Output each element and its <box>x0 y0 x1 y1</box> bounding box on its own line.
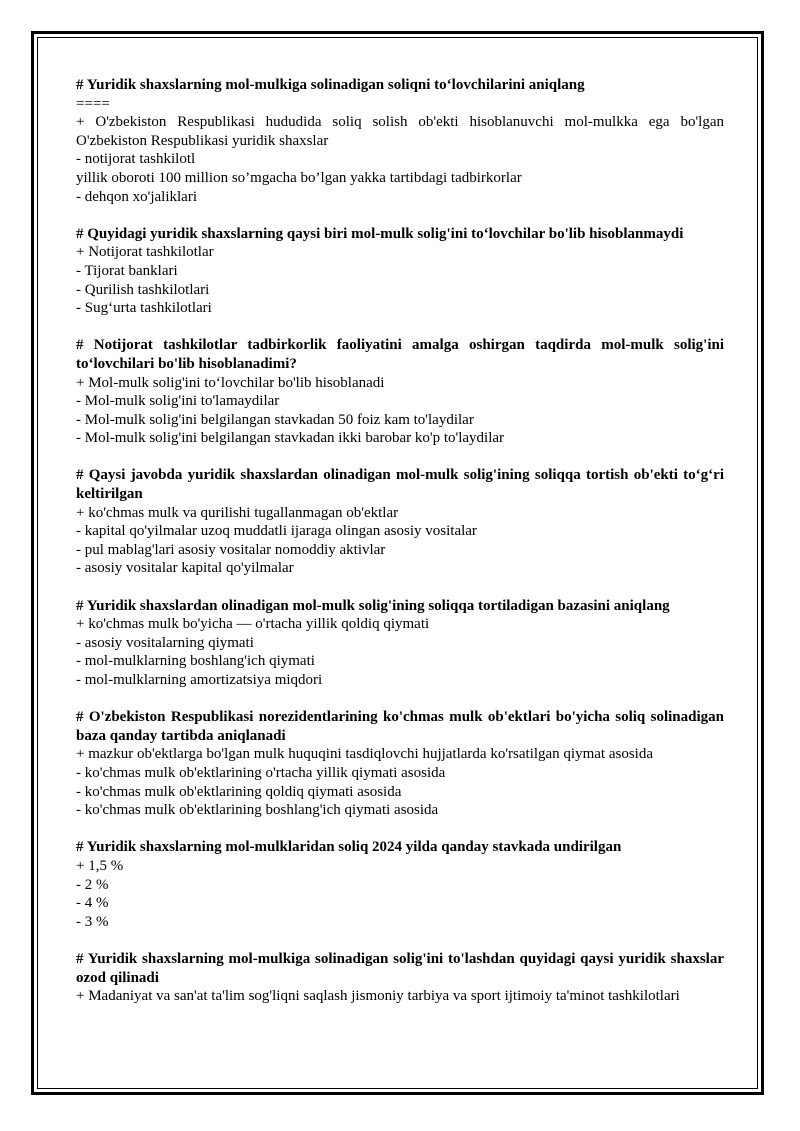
answer-option: + Mol-mulk solig'ini to‘lovchilar bo'lib hisoblanadi <box>76 374 385 391</box>
answer-option: - notijorat tashkilotl <box>76 151 196 168</box>
answer-option: - 2 % <box>76 876 109 893</box>
answer-option: + ko'chmas mulk va qurilishi tugallanmagan ob'ektlar <box>76 504 399 521</box>
question-text: # Yuridik shaxslarning mol-mulkiga solinadigan soliqni to‘lovchilarini aniqlang <box>76 77 585 93</box>
answer-option: - ko'chmas mulk ob'ektlarining boshlang'ich qiymati asosida <box>76 802 439 819</box>
answer-option: - pul mablag'lari asosiy vositalar nomoddiy aktivlar <box>76 541 386 558</box>
answer-option: + 1,5 % <box>76 857 124 874</box>
answer-option: - 4 % <box>76 895 109 912</box>
answer-option: - 3 % <box>76 913 109 930</box>
answer-option: + Notijorat tashkilotlar <box>76 244 214 261</box>
answer-option: + Madaniyat va san'at ta'lim sog'liqni saqlash jismoniy tarbiya va sport ijtimoiy ta'minot tashkilotlari <box>76 988 680 1005</box>
answer-option: - asosiy vositalar kapital qo'yilmalar <box>76 560 294 577</box>
question-text: # Notijorat tashkilotlar tadbirkorlik faoliyatini amalga oshirgan taqdirda mol-mulk solig'ini to‘lovchilari bo'lib hisoblanadimi? <box>76 337 724 372</box>
answer-option: yillik oboroti 100 million so’mgacha bo’lgan yakka tartibdagi tadbirkorlar <box>76 169 522 186</box>
answer-option: + O'zbekiston Respublikasi hududida soliq solish ob'ekti hisoblanuvchi mol-mulkka ega bo'lgan O'zbekiston Respublikasi yuridik shaxslar <box>76 114 724 149</box>
question-block <box>76 708 724 820</box>
question-text: # Quyidagi yuridik shaxslarning qaysi biri mol-mulk solig'ini to‘lovchilar bo'lib hisoblanmaydi <box>76 225 684 242</box>
question-block <box>76 336 724 448</box>
question-block <box>76 838 724 931</box>
answer-option: - Tijorat banklari <box>76 262 178 279</box>
answer-option: + ko'chmas mulk bo'yicha — o'rtacha yillik qoldiq qiymati <box>76 616 430 633</box>
answer-option: - Qurilish tashkilotlari <box>76 281 210 298</box>
question-block <box>76 950 724 1006</box>
answer-option: - ko'chmas mulk ob'ektlarining o'rtacha yillik qiymati asosida <box>76 764 446 781</box>
answer-option: - mol-mulklarning boshlang'ich qiymati <box>76 653 315 670</box>
answer-option: - mol-mulklarning amortizatsiya miqdori <box>76 672 323 688</box>
question-text: # O'zbekiston Respublikasi norezidentlarining ko'chmas mulk ob'ektlari bo'yicha soliq solinadigan baza qanday tartibda aniqlanadi <box>76 709 724 744</box>
answer-option: - kapital qo'yilmalar uzoq muddatli ijaraga olingan asosiy vositalar <box>76 523 477 540</box>
question-block <box>76 597 724 690</box>
question-text: # Yuridik shaxslarning mol-mulklaridan soliq 2024 yilda qanday stavkada undirilgan <box>76 839 622 856</box>
answer-option: - Mol-mulk solig'ini belgilangan stavkadan 50 foiz kam to'laydilar <box>76 411 474 428</box>
answer-option: - asosiy vositalarning qiymati <box>76 634 254 651</box>
answer-option: + mazkur ob'ektlarga bo'lgan mulk huquqini tasdiqlovchi hujjatlarda ko'rsatilgan qiymat asosida <box>76 746 654 763</box>
document-body <box>76 76 724 1024</box>
question-block <box>76 466 724 578</box>
question-text: # Yuridik shaxslardan olinadigan mol-mulk solig'ining soliqqa tortiladigan bazasini aniqlang <box>76 597 670 614</box>
answer-option: - ko'chmas mulk ob'ektlarining qoldiq qiymati asosida <box>76 783 402 800</box>
separator: ==== <box>76 95 110 112</box>
answer-option: - Mol-mulk solig'ini belgilangan stavkadan ikki barobar ko'p to'laydilar <box>76 430 505 447</box>
answer-option: - Sug‘urta tashkilotlari <box>76 300 212 317</box>
question-block <box>76 225 724 318</box>
question-block <box>76 76 724 206</box>
question-text: # Yuridik shaxslarning mol-mulkiga solinadigan solig'ini to'lashdan quyidagi qaysi yuridik shaxslar ozod qilinadi <box>76 950 724 986</box>
answer-option: - dehqon xo'jaliklari <box>76 188 198 205</box>
answer-option: - Mol-mulk solig'ini to'lamaydilar <box>76 393 280 410</box>
question-text: # Qaysi javobda yuridik shaxslardan olinadigan mol-mulk solig'ining soliqqa tortish ob'ekti to‘g‘ri keltirilgan <box>76 467 724 503</box>
